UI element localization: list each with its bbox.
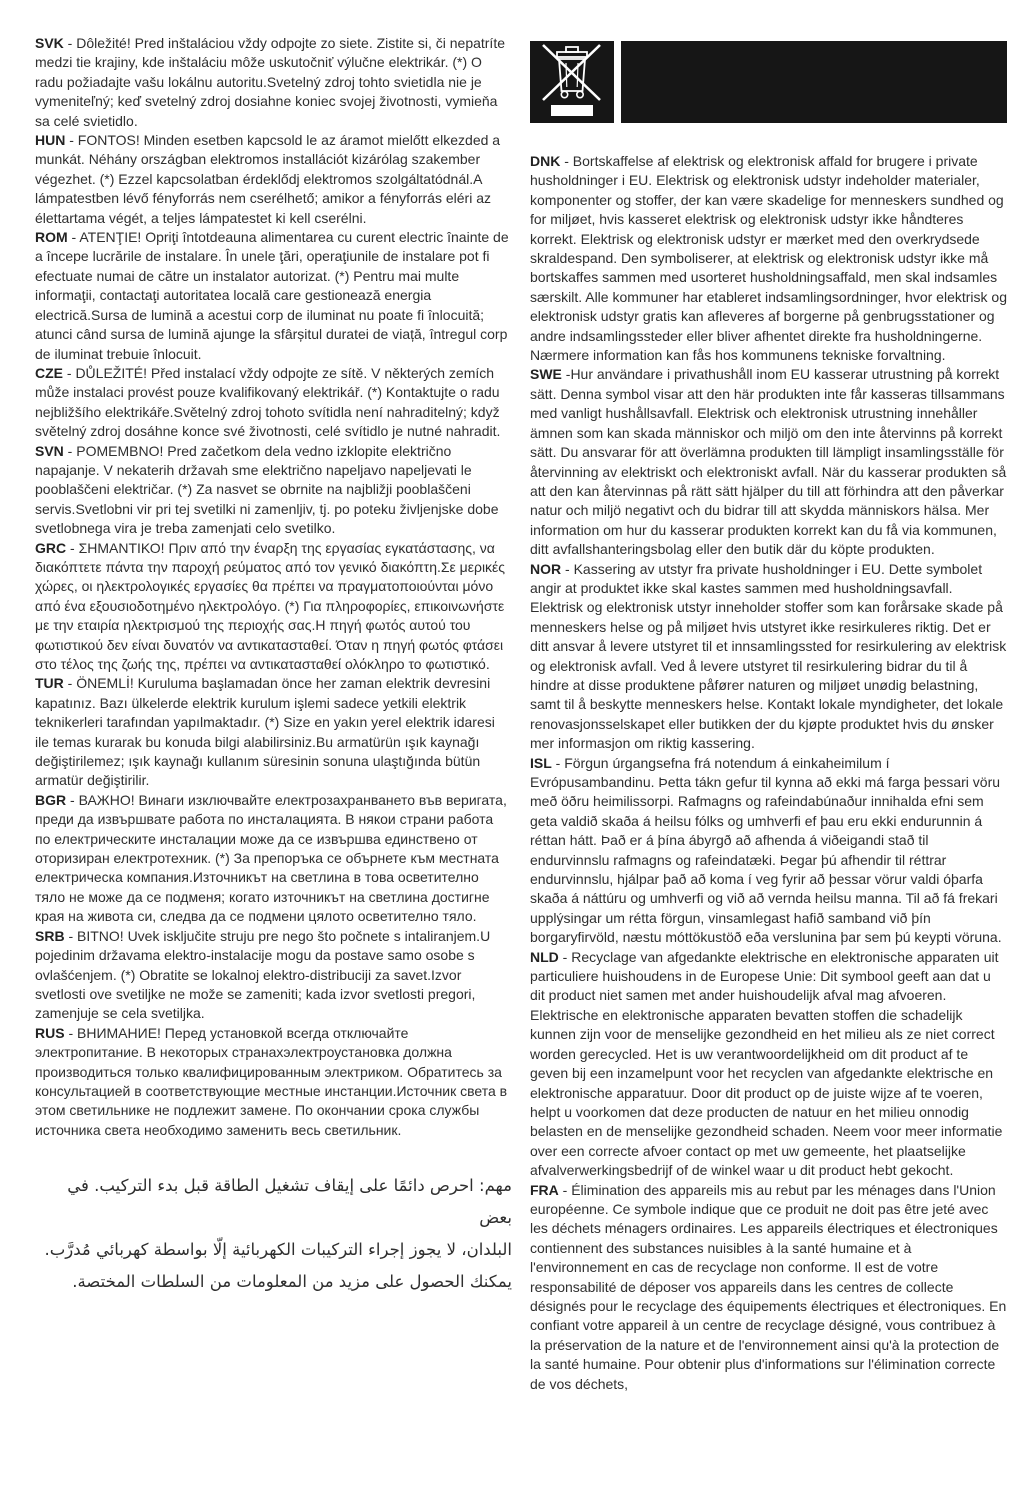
lang-code-rus: RUS [35, 1024, 65, 1041]
section-bgr [35, 791, 512, 927]
lang-code-rom: ROM [35, 229, 68, 246]
section-svk [35, 34, 512, 131]
lang-code-fra: FRA [530, 1181, 559, 1198]
arabic-line-3: يمكنك الحصول على مزيد من المعلومات من السلطات المختصة. [72, 1272, 512, 1292]
lang-code-nld: NLD [530, 948, 559, 965]
section-dnk [530, 152, 1007, 365]
section-text-bgr: - ВАЖНО! Винаги изключвайте електрозахранването във веригата, преди да извършвате работа по инсталацията. В някои страни работа по електрическите инсталации може да се извършва единствено от оторизиран електротехник. (*) За препоръка се обърнете към местната електрическа компания.Източникът на светлина в това осветително тяло не може да се подменя; когато източникът на светлина достигне края на живота си, следва да се подмени цялото осветително тяло. [35, 791, 507, 925]
section-text-srb: - BITNO! Uvek isključite struju pre nego što počnete s intaliranjem.U pojedinim državama elektro-instalacije mogu da postave samo osobe s ovlašćenjem. (*) Obratite se lokalnoj elektro-distribuciji za savet.Izvor svetlosti ove svetiljke ne može se zameniti; kada izvor svetlosti pregori, zamenjuje se cela svetiljka. [35, 927, 491, 1022]
lang-code-grc: GRC [35, 539, 67, 556]
section-hun [35, 131, 512, 228]
lang-code-bgr: BGR [35, 791, 67, 808]
lang-code-swe: SWE [530, 366, 562, 383]
lang-code-cze: CZE [35, 364, 63, 381]
arabic-line-2: البلدان، لا يجوز إجراء التركيبات الكهربائية إلّا بواسطة كهربائي مُدرَّب. [44, 1240, 512, 1260]
weee-symbol-row [530, 41, 1007, 123]
lang-code-isl: ISL [530, 754, 552, 771]
section-text-svk: - Dôležité! Pred inštaláciou vždy odpojte zo siete. Zistite si, či nepatríte medzi tie krajiny, kde inštaláciu môže uskutočniť výlučne elektrikár. (*) O radu požiadajte vašu lokálnu autoritu.Svetelný zdroj tohto svietidla nie je vymeniteľný; keď svetelný zdroj dosiahne koniec svojej životnosti, vymieňa sa celé svietidlo. [35, 35, 506, 129]
section-text-rom: - ATENŢIE! Opriţi întotdeauna alimentarea cu curent electric înainte de a începe lucrările de instalare. În unele ţări, operaţiunile de instalare pot fi efectuate numai de către un instalator autorizat. (*) Pentru mai multe informaţii, contactaţi autoritatea locală care gestionează energia electrică.Sursa de lumină a acestui corp de iluminat nu poate fi înlocuită; atunci când sursa de lumină ajunge la sfârșitul duratei de viață, întregul corp de iluminat trebuie înlocuit. [35, 229, 509, 362]
arabic-line-1: مهم: احرص دائمًا على إيقاف تشغيل الطاقة قبل بدء التركيب. في بعض [67, 1176, 512, 1228]
section-swe [530, 365, 1007, 559]
lang-code-srb: SRB [35, 927, 65, 944]
weee-crossed-bin-icon [530, 41, 614, 123]
section-text-fra: - Élimination des appareils mis au rebut par les ménages dans l'Union européenne. Ce symbole indique que ce produit ne doit pas être jeté avec les déchets ménagers ordinaires. Les appareils électriques et électroniques contiennent des substances nuisibles à la santé humaine et à l'environnement en cas de recyclage non conforme. Il est de votre responsabilité de déposer vos appareils dans les centres de collecte désignés pour le recyclage des équipements électriques et électroniques. En confiant votre appareil à un centre de recyclage désigné, vous contribuez à la préservation de la nature et de l'environnement ainsi qu'à la protection de la santé humaine. Pour obtenir plus d'informations sur l'élimination correcte de vos déchets, [530, 1181, 1007, 1392]
arabic-note [35, 1170, 512, 1298]
left-column [35, 34, 512, 1298]
section-nor [530, 560, 1007, 754]
section-text-grc: - ΣΗΜΑΝΤΙΚΟ! Πριν από την έναρξη της εργασίας εγκατάστασης, να διακόπτετε πάντα την παροχή ρεύματος από τον γενικό διακόπτη.Σε μερικές χώρες, οι ηλεκτρολογικές εργασίες θα πρέπει να πραγματοποιούνται μόνο από ένα εξουσιοδοτημένο ηλεκτρολόγο. (*) Για πληροφορίες, επικοινωνήστε με την εταιρία ηλεκτρισμού της περιοχής σας.Η πηγή φωτός αυτού του φωτιστικού δεν είναι δυνατόν να αντικατασταθεί. Όταν η πηγή φωτός φτάσει στο τέλος της ζωής της, πρέπει να αντικατασταθεί ολόκληρο το φωτιστικό. [35, 539, 506, 672]
section-text-isl: - Förgun úrgangsefna frá notendum á einkaheimilum í Evrópusambandinu. Þetta tákn gefur til kynna að ekki má farga þessari vöru með öðru heimilissorpi. Rafmagns og rafeindabúnaður innihalda efni sem geta valdið skaða á heilsu fólks og umhverfi ef þau eru ekki endurunnin á réttan hátt. Það er á þína ábyrgð að afhenda á viðeigandi stað til endurvinnslu rafmagns og rafeindatæki. Þegar þú afhendir til réttrar endurvinnslu, hjálpar það að koma í veg fyrir að þessar vörur valdi óþarfa skaða á náttúru og umhverfi og við að vernda heilsu manna. Til að fá frekari upplýsingar um rétta förgun, vinsamlegast hafið samband við þín borgaryfirvöld, næstu móttökustöð eða verslunina þar sem þú keypti vöruna. [530, 754, 1002, 946]
section-cze [35, 364, 512, 442]
section-svn [35, 442, 512, 539]
section-text-dnk: - Bortskaffelse af elektrisk og elektronisk affald for brugere i private husholdninger i EU. Elektrisk og elektronisk udstyr indeholder materialer, komponenter og stoffer, der kan være skadelige for menneskers sundhed og for miljøet, hvis kasseret elektrisk og elektronisk udstyr ikke håndteres korrekt. Elektrisk og elektronisk udstyr er mærket med den overkrydsede skraldespand. Den symboliserer, at elektrisk og elektronisk udstyr ikke må bortskaffes sammen med usorteret husholdningsaffald, men skal indsamles særskilt. Alle kommuner har etableret indsamlingsordninger, hvor elektrisk og elektronisk udstyr gratis kan afleveres af borgerne på genbrugsstationer og andre indsamlingssteder eller bliver afhentet direkte fra husholdningerne. Nærmere information kan fås hos kommunens tekniske forvaltning. [530, 153, 1007, 364]
section-srb [35, 927, 512, 1024]
section-rus [35, 1024, 512, 1140]
section-text-hun: - FONTOS! Minden esetben kapcsold le az áramot mielőtt elkezded a munkát. Néhány országban elektromos installációt kizárólag szakember végezhet. (*) Ezzel kapcsolatban érdeklődj elektromos szolgáltatódnál.A lámpatestben lévő fényforrás nem cserélhető; amikor a fényforrás eléri az élettartama végét, a teljes lámpatestet ki kell cserélni. [35, 132, 501, 226]
section-rom [35, 228, 512, 364]
lang-code-nor: NOR [530, 560, 562, 577]
lang-code-svn: SVN [35, 442, 64, 459]
section-text-cze: - DŮLEŽITÉ! Před instalací vždy odpojte ze sítě. V některých zemích může instalaci provést pouze kvalifikovaný elektrikář. (*) Kontaktujte o radu nejbližšího elektrikáře.Světelný zdroj tohoto svítidla není nahraditelný; když světelný zdroj dosáhne konce své životnosti, celé svítidlo je nutné nahradit. [35, 364, 501, 440]
section-text-rus: - ВНИМАНИЕ! Перед установкой всегда отключайте электропитание. В некоторых странахэлектроустановка должна производиться только квалифицированным электриком. Обратитесь за консультацией в соответствующие местные инстанции.Источник света в этом светильнике не подлежит замене. По окончании срока службы источника света необходимо заменить весь светильник. [35, 1024, 508, 1138]
lang-code-dnk: DNK [530, 153, 561, 169]
section-tur [35, 674, 512, 790]
lang-code-svk: SVK [35, 35, 64, 51]
section-grc [35, 539, 512, 675]
black-bar [621, 41, 1007, 123]
lang-code-hun: HUN [35, 132, 66, 149]
section-text-nld: - Recyclage van afgedankte elektrische en elektronische apparaten uit particuliere huishoudens in de Europese Unie: Dit symbool geeft aan dat u dit product niet samen met ander huishoudelijk afval mag afvoeren. Elektrische en elektronische apparaten bevatten stoffen die schadelijk kunnen zijn voor de menselijke gezondheid en het milieu als ze niet correct worden gerecycled. Het is uw verantwoordelijkheid om dit product af te geven bij een inzamelpunt voor het recyclen van afgedankte elektrische en elektronische apparatuur. Door dit product op de juiste wijze af te voeren, helpt u voorkomen dat deze producten de natuur en het milieu onnodig belasten en de menselijke gezondheid schaden. Neem voor meer informatie over een correcte afvoer contact op met uw gemeente, het plaatselijke afvalverwerkingsbedrijf of de winkel waar u dit product hebt gekocht. [530, 948, 1003, 1179]
lang-code-tur: TUR [35, 675, 64, 692]
section-text-swe: -Hur användare i privathushåll inom EU kasserar utrustning på korrekt sätt. Denna symbol visar att den här produkten inte får kasseras tillsammans med vanligt hushållsavfall. Elektrisk och elektronisk utrustning innehåller ämnen som kan skada människor och miljö om den inte återvinns på korrekt sätt. Du ansvarar för att överlämna produkten till lämpligt insamlingsställe för återvinning av elektriskt och elektroniskt avfall. När du kasserar produkten så att den kan återvinnas på rätt sätt hjälper du till att förhindra att den påverkar natur och miljö negativt och du bidrar till att skydda människors hälsa. Mer information om hur du kasserar produkten korrekt kan du få via kommunen, ditt avfallshanteringsbolag eller den butik där du köpte produkten. [530, 366, 1007, 558]
section-isl [530, 754, 1007, 948]
section-nld [530, 948, 1007, 1181]
section-text-nor: - Kassering av utstyr fra private husholdninger i EU. Dette symbolet angir at produktet ikke skal kastes sammen med husholdningsavfall. Elektrisk og elektronisk utstyr inneholder stoffer som kan forårsake skade på menneskers helse og på miljøet hvis utstyret ikke resirkuleres riktig. Det er ditt ansvar å levere utstyret til et innsamlingssted for resirkulering av elektrisk og elektronisk avfall. Ved å levere utstyret til resirkulering bidrar du til å hindre at disse produktene påfører naturen og miljøet unødig belastning, samt til å beskytte menneskers helse. Kontakt lokale myndigheter, det lokale renovasjonsselskapet eller butikken der du kjøpte produktet hvis du ønsker mer informasjon om riktig kassering. [530, 560, 1007, 752]
right-column [530, 41, 1007, 1394]
section-text-svn: - POMEMBNO! Pred začetkom dela vedno izklopite električno napajanje. V nekaterih državah sme električno napeljavo napeljevati le pooblaščeni električar. (*) Za nasvet se obrnite na najbližji pooblaščeni servis.Svetlobni vir pri tej svetilki ni zamenljiv, tj. po poteku življenjske dobe svetlobnega vira je treba zamenjati celo svetilko. [35, 442, 499, 537]
section-fra [530, 1181, 1007, 1394]
section-text-tur: - ÖNEMLİ! Kuruluma başlamadan önce her zaman elektrik devresini kapatınız. Bazı ülkelerde elektrik kurulum işlemi sadece yetkili elektrik teknikerleri tarafından yapılmaktadır. (*) Size en yakın yerel elektrik idaresi ile temas kurarak bu konuda bilgi alabilirsiniz.Bu armatürün ışık kaynağı değiştirilemez; ışık kaynağı kullanım süresinin sonuna ulaştığında bütün armatür değiştirilir. [35, 675, 495, 789]
